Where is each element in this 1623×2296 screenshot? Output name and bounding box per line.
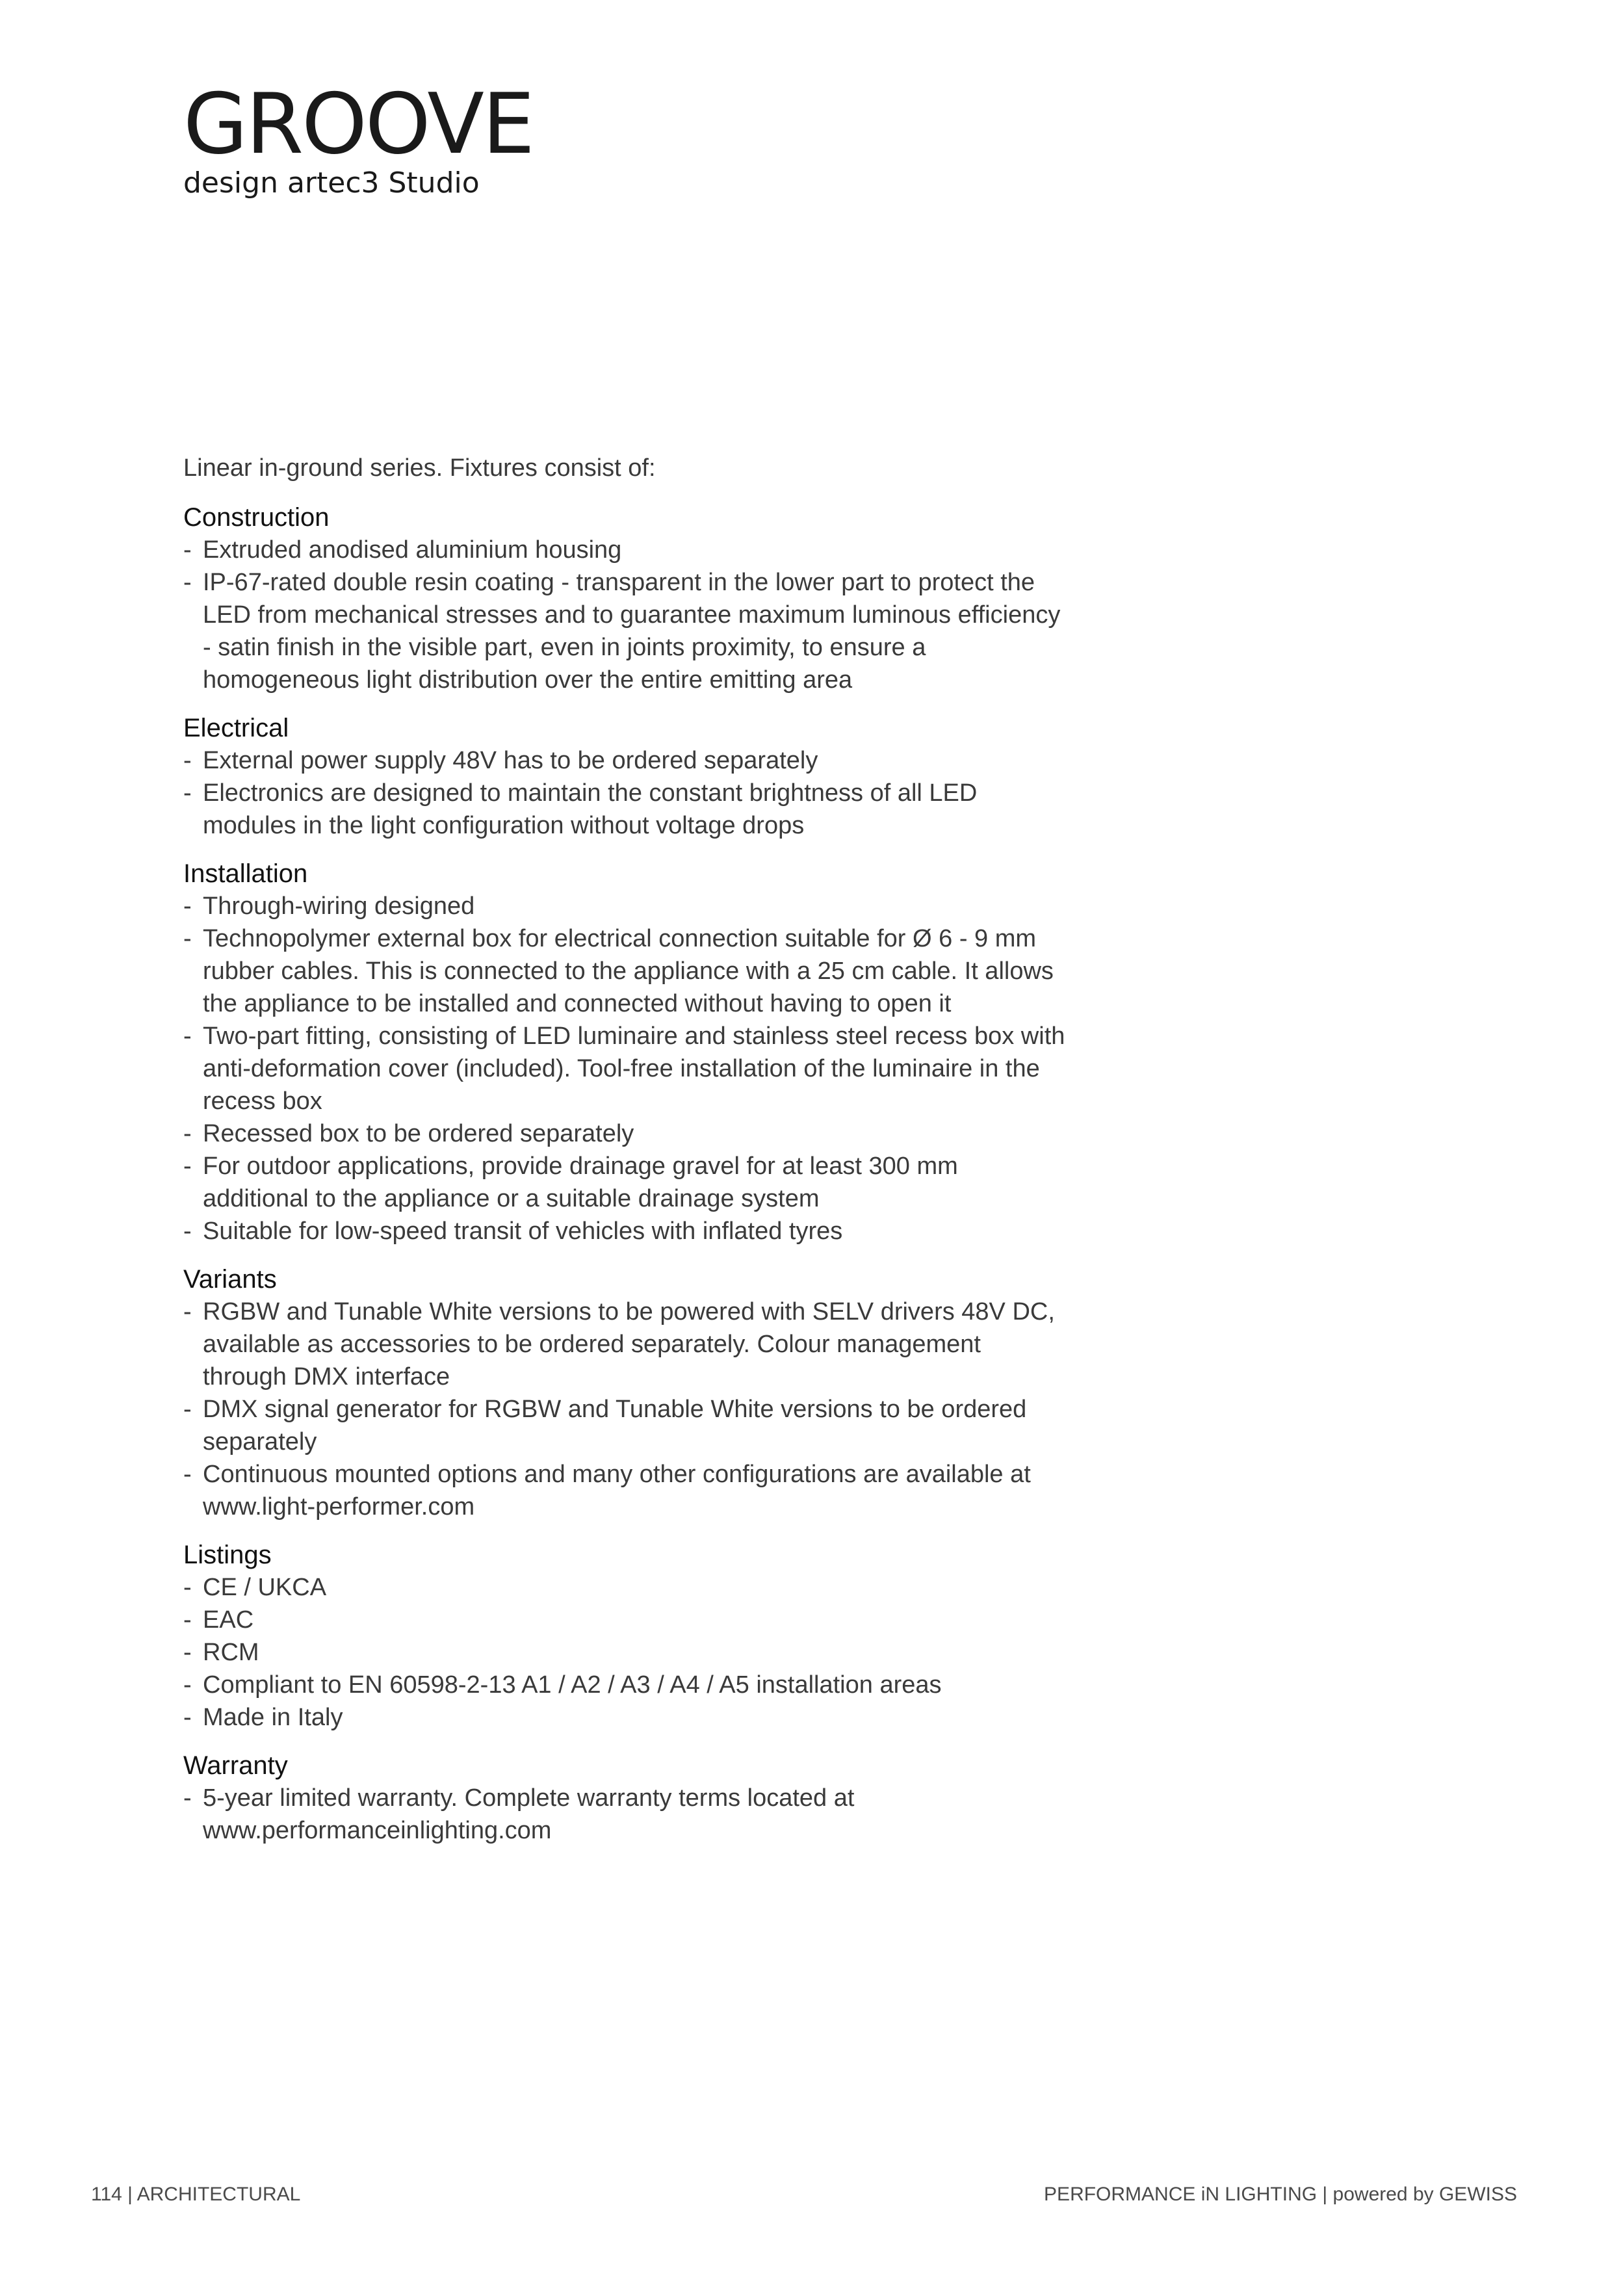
section-heading: Warranty — [183, 1751, 288, 1780]
section-heading: Installation — [183, 859, 308, 888]
bullet-dash: - — [183, 1461, 192, 1488]
list-item — [183, 1604, 1067, 1636]
list-item-text: Made in Italy — [203, 1704, 343, 1731]
section-heading: Variants — [183, 1265, 277, 1294]
list-item — [183, 1669, 1067, 1701]
section-listings — [183, 1539, 1067, 1734]
section-list — [183, 1296, 1067, 1523]
bullet-dash: - — [183, 1704, 192, 1731]
section-construction — [183, 501, 1067, 696]
list-item-text: External power supply 48V has to be ordered separately — [203, 747, 818, 774]
list-item-text: Two-part fitting, consisting of LED luminaire and stainless steel recess box with anti-deformation cover (included). Tool-free installation of the luminaire in the recess box — [203, 1023, 1065, 1115]
bullet-dash: - — [183, 779, 192, 807]
list-item-text: Compliant to EN 60598-2-13 A1 / A2 / A3 / A4 / A5 installation areas — [203, 1671, 942, 1699]
bullet-dash: - — [183, 893, 192, 920]
section-heading: Electrical — [183, 714, 289, 742]
list-item-text: For outdoor applications, provide drainage gravel for at least 300 mm additional to the appliance or a suitable drainage system — [203, 1153, 958, 1212]
bullet-dash: - — [183, 1639, 192, 1666]
section-electrical — [183, 712, 1067, 842]
intro-text: Linear in-ground series. Fixtures consist of: — [183, 454, 656, 482]
list-item-text: Recessed box to be ordered separately — [203, 1120, 634, 1147]
list-item-text: DMX signal generator for RGBW and Tunable White versions to be ordered separately — [203, 1396, 1027, 1455]
section-installation — [183, 857, 1067, 1247]
section-list — [183, 534, 1067, 696]
list-item — [183, 1458, 1067, 1523]
list-item-text: RGBW and Tunable White versions to be powered with SELV drivers 48V DC, available as accessories to be ordered separately. Colour management through DMX interface — [203, 1298, 1055, 1390]
bullet-dash: - — [183, 1671, 192, 1699]
list-item-text: Continuous mounted options and many other configurations are available at www.light-performer.com — [203, 1461, 1031, 1520]
section-variants — [183, 1263, 1067, 1523]
list-item — [183, 922, 1067, 1020]
section-list — [183, 1782, 1067, 1847]
list-item-text: IP-67-rated double resin coating - transparent in the lower part to protect the LED from mechanical stresses and to guarantee maximum luminous efficiency - satin finish in the visible part, even in joints proximity, to ensure a homogeneous light distribution over the entire emitting area — [203, 569, 1061, 694]
bullet-dash: - — [183, 1606, 192, 1634]
list-item — [183, 1117, 1067, 1150]
list-item — [183, 1782, 1067, 1847]
list-item — [183, 566, 1067, 696]
list-item — [183, 777, 1067, 842]
section-heading: Construction — [183, 503, 330, 532]
spec-body — [183, 452, 1067, 1862]
bullet-dash: - — [183, 569, 192, 596]
bullet-dash: - — [183, 747, 192, 774]
section-list — [183, 1571, 1067, 1734]
list-item — [183, 1571, 1067, 1604]
list-item-text: CE / UKCA — [203, 1574, 327, 1601]
bullet-dash: - — [183, 1023, 192, 1050]
list-item — [183, 1393, 1067, 1458]
bullet-dash: - — [183, 1396, 192, 1423]
footer-brand: PERFORMANCE iN LIGHTING | powered by GEWISS — [1044, 2184, 1517, 2205]
list-item-text: Electronics are designed to maintain the constant brightness of all LED modules in the light configuration without voltage drops — [203, 779, 978, 839]
list-item — [183, 890, 1067, 922]
list-item-text: EAC — [203, 1606, 254, 1634]
list-item-text: RCM — [203, 1639, 259, 1666]
list-item-text: Extruded anodised aluminium housing — [203, 536, 622, 564]
bullet-dash: - — [183, 1120, 192, 1147]
section-list — [183, 890, 1067, 1247]
bullet-dash: - — [183, 1153, 192, 1180]
page-subtitle: design artec3 Studio — [183, 166, 480, 200]
bullet-dash: - — [183, 1218, 192, 1245]
section-heading: Listings — [183, 1541, 272, 1569]
section-warranty — [183, 1749, 1067, 1847]
footer-page-label: 114 | ARCHITECTURAL — [91, 2184, 301, 2205]
list-item — [183, 1020, 1067, 1117]
list-item — [183, 1215, 1067, 1247]
list-item — [183, 534, 1067, 566]
list-item — [183, 744, 1067, 777]
list-item — [183, 1296, 1067, 1393]
bullet-dash: - — [183, 925, 192, 952]
list-item-text: Through-wiring designed — [203, 893, 475, 920]
page-title: GROOVE — [183, 76, 533, 173]
section-list — [183, 744, 1067, 842]
list-item-text: 5-year limited warranty. Complete warranty terms located at www.performanceinlighting.com — [203, 1784, 855, 1844]
list-item — [183, 1636, 1067, 1669]
list-item-text: Suitable for low-speed transit of vehicles with inflated tyres — [203, 1218, 843, 1245]
list-item — [183, 1701, 1067, 1734]
bullet-dash: - — [183, 1784, 192, 1812]
bullet-dash: - — [183, 536, 192, 564]
bullet-dash: - — [183, 1574, 192, 1601]
bullet-dash: - — [183, 1298, 192, 1325]
list-item-text: Technopolymer external box for electrical connection suitable for Ø 6 - 9 mm rubber cables. This is connected to the appliance with a 25 cm cable. It allows the appliance to be installed and connected without having to open it — [203, 925, 1054, 1017]
list-item — [183, 1150, 1067, 1215]
